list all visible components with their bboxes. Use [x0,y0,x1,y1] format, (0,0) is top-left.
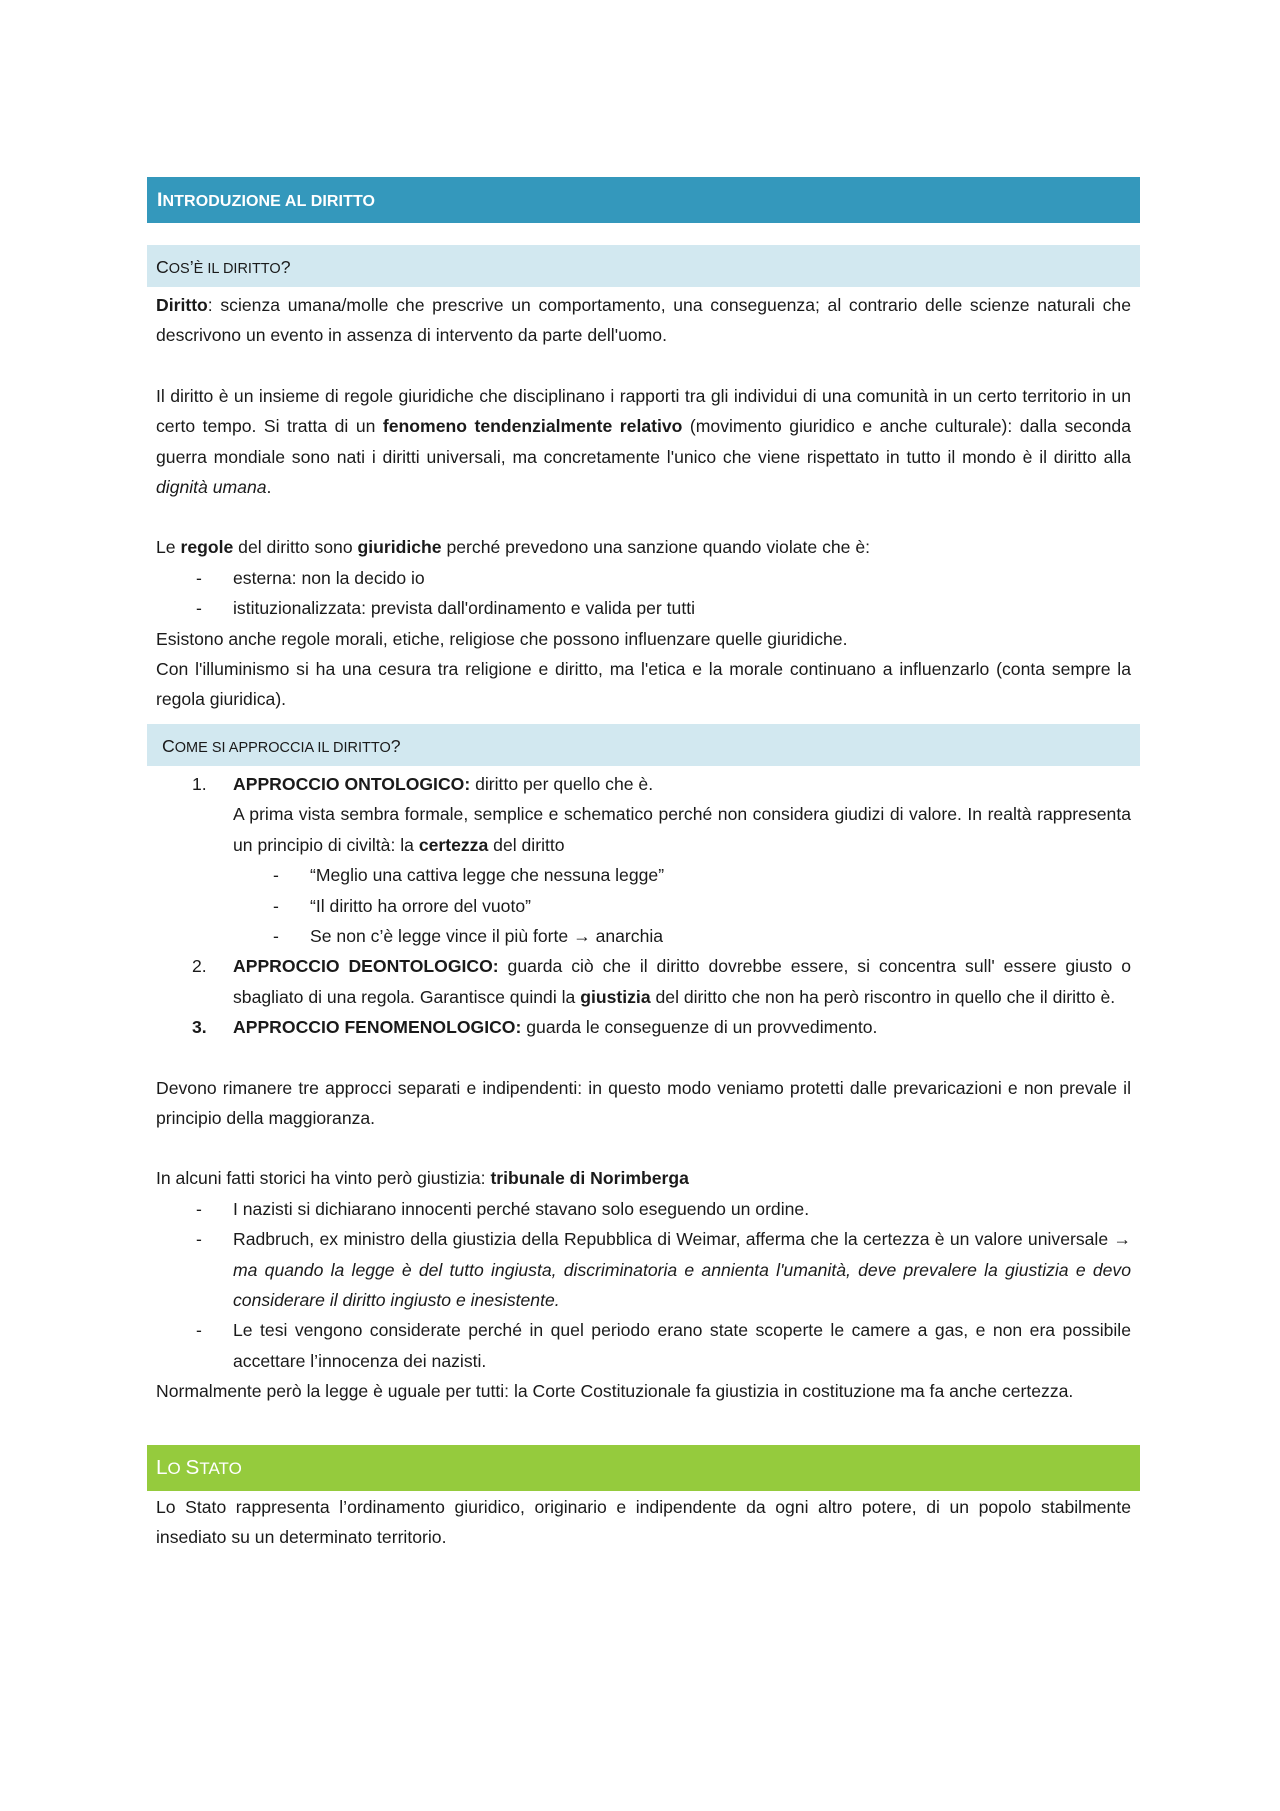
subsection-header-cose-il-diritto: COS’È IL DIRITTO? [147,245,1140,287]
list-item-approccio-deontologico: 2. APPROCCIO DEONTOLOGICO: guarda ciò che il diritto dovrebbe essere, si concentra sull' essere giusto o sbagliato di una regola. Garantisce quindi la giustizia del diritto che non ha però riscontro in quello che il diritto è. [192,956,1131,1007]
document-page [147,177,1140,1552]
paragraph-definizione-diritto: Diritto: scienza umana/molle che prescrive un comportamento, una conseguenza; al contrario delle scienze naturali che descrivono un evento in assenza di intervento da parte dell'uomo. [156,295,1131,346]
section-header-introduzione: INTRODUZIONE AL DIRITTO [147,177,1140,223]
list-item: - esterna: non la decido io [196,567,425,588]
paragraph-norimberga: In alcuni fatti storici ha vinto però giustizia: tribunale di Norimberga [156,1168,689,1189]
list-item-approccio-fenomenologico: 3. APPROCCIO FENOMENOLOGICO: guarda le conseguenze di un provvedimento. [192,1017,878,1038]
list-item: - Se non c’è legge vince il più forte → anarchia [273,925,664,946]
paragraph-approcci-separati: Devono rimanere tre approcci separati e indipendenti: in questo modo veniamo protetti dalle prevaricazioni e non prevale il principio della maggioranza. [156,1077,1131,1128]
list-item: - Radbruch, ex ministro della giustizia della Repubblica di Weimar, afferma che la certezza è un valore universale → ma quando la legge è del tutto ingiusta, discriminatoria e annienta l'umanità, deve prevalere la giustizia e devo considerare il diritto ingiusto e inesistente. [196,1229,1131,1310]
subsection-header-come-si-approccia: COME SI APPROCCIA IL DIRITTO? [147,724,1140,766]
paragraph-lo-stato: Lo Stato rappresenta l’ordinamento giuridico, originario e indipendente da ogni altro potere, di un popolo stabilmente insediato su un determinato territorio. [156,1496,1131,1547]
paragraph-regole-morali: Esistono anche regole morali, etiche, religiose che possono influenzare quelle giuridiche. [156,628,848,649]
list-item-approccio-ontologico: 1. APPROCCIO ONTOLOGICO: diritto per quello che è. A prima vista sembra formale, semplice e schematico perché non considera giudizi di valore. In realtà rappresenta un principio di civiltà: la certezza del diritto [192,773,1131,855]
paragraph-regole-giuridiche: Le regole del diritto sono giuridiche perché prevedono una sanzione quando violate che è: [156,537,871,558]
paragraph-normalmente: Normalmente però la legge è uguale per tutti: la Corte Costituzionale fa giustizia in costituzione ma fa anche certezza. [156,1381,1074,1402]
list-item: - “Meglio una cattiva legge che nessuna legge” [273,865,665,886]
list-item: - Le tesi vengono considerate perché in quel periodo erano state scoperte le camere a gas, e non era possibile accettare l’innocenza dei nazisti. [196,1320,1131,1371]
section-header-lo-stato: LO STATO [147,1445,1140,1491]
list-item: - istituzionalizzata: prevista dall'ordinamento e valida per tutti [196,598,696,619]
list-item: - “Il diritto ha orrore del vuoto” [273,895,531,916]
paragraph-insieme-regole: Il diritto è un insieme di regole giuridiche che disciplinano i rapporti tra gli individui di una comunità in un certo territorio in un certo tempo. Si tratta di un fenomeno tendenzialmente relativo (movimento giuridico e anche culturale): dalla seconda guerra mondiale sono nati i diritti universali, ma concretamente l'unico che viene rispettato in tutto il mondo è il diritto alla dignità umana. [156,385,1131,498]
list-item: - I nazisti si dichiarano innocenti perché stavano solo eseguendo un ordine. [196,1198,810,1219]
paragraph-illuminismo: Con l'illuminismo si ha una cesura tra religione e diritto, ma l'etica e la morale continuano a influenzarlo (conta sempre la regola giuridica). [156,659,1131,710]
